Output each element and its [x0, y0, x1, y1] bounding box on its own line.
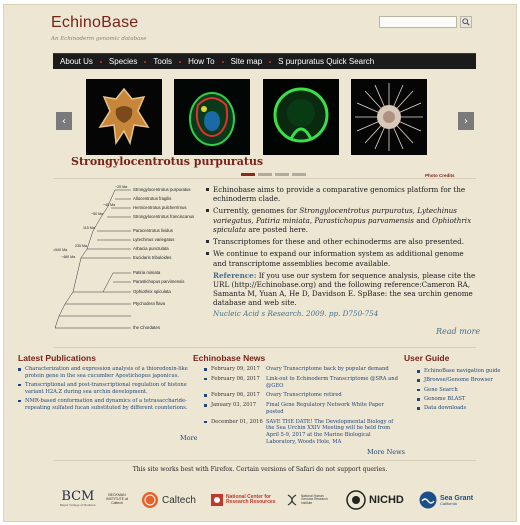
- news-date: February 09, 2017: [211, 366, 260, 372]
- guide-link[interactable]: JBrowse/Genome Browser: [417, 377, 512, 384]
- intro-description: [206, 185, 476, 318]
- news-headline[interactable]: Link-out to Echinoderm Transcriptome @SRA and @GEO: [266, 375, 398, 389]
- caltech-logo-text: Caltech: [162, 494, 196, 506]
- search-input[interactable]: [379, 16, 457, 28]
- guide-link[interactable]: Gene Search: [417, 387, 512, 394]
- tree-species-label: Lytechinus variegatus: [133, 237, 175, 242]
- chevron-right-icon: ›: [464, 115, 468, 127]
- guide-link[interactable]: Data downloads: [417, 405, 512, 412]
- news-date: December 01, 2016: [211, 418, 263, 425]
- carousel-prev-button[interactable]: [56, 112, 72, 130]
- divider: [53, 178, 476, 179]
- intro-text: Currently, genomes for: [213, 206, 300, 216]
- photo-credits-link[interactable]: Photo Credits: [425, 173, 455, 178]
- carousel-dot[interactable]: [275, 173, 289, 176]
- search-icon: [462, 18, 470, 26]
- publication-link[interactable]: NMR-based conformation and dynamics of a tetrasaccharide-repeating sulfated fucan substituted by different counterions.: [18, 398, 202, 412]
- tree-time-label: 115 Ma: [83, 226, 95, 230]
- tree-time-label: ~20 Ma: [115, 185, 128, 189]
- caltech-seal-icon: [141, 491, 159, 509]
- publication-link[interactable]: Transcriptional and post-transcriptional regulation of histone variant H2A.Z during sea urchin development.: [18, 382, 202, 396]
- nav-how-to[interactable]: How To: [188, 57, 215, 66]
- intro-text: Echinobase aims to provide a comparative genomics platform for the echinoderm clade.: [213, 185, 466, 204]
- blastula-image: [263, 79, 339, 155]
- news-item[interactable]: [204, 419, 402, 446]
- citation-reference: [213, 271, 476, 318]
- news-item[interactable]: [204, 392, 402, 399]
- nav-species[interactable]: Species: [108, 57, 138, 66]
- news-headline[interactable]: Ovary Transcriptome back by popular demand: [266, 366, 389, 372]
- ncrr-logo[interactable]: [211, 490, 276, 510]
- intro-bullet: [206, 237, 476, 246]
- chevron-left-icon: ‹: [62, 115, 66, 127]
- nhgri-logo[interactable]: [286, 490, 331, 510]
- tree-time-label: ~480 Ma: [61, 255, 76, 259]
- intro-text: Transcriptomes for these and other echinoderms are also presented.: [213, 237, 465, 247]
- ncrr-logo-text: National Center for Research Resources: [226, 493, 276, 505]
- nichd-logo-text: NICHD: [369, 494, 404, 506]
- guide-link[interactable]: EchinoBase navigation guide: [417, 368, 512, 375]
- seagrant-logo-text: Sea Grant: [440, 494, 474, 502]
- news-title: Echinobase News: [193, 353, 266, 363]
- intro-bullet: [206, 206, 476, 234]
- news-headline[interactable]: SAVE THE DATE! The Developmental Biology of the Sea Urchin XXIV Meeting will be held from April 5-9, 2017 at the Marine Biological Laboratory, Woods Hole, MA: [266, 418, 394, 445]
- caltech-logo[interactable]: [141, 490, 196, 510]
- seagrant-wave-icon: [419, 491, 437, 509]
- news-item[interactable]: [204, 366, 402, 373]
- carousel-next-button[interactable]: [458, 112, 474, 130]
- news-list: [204, 366, 402, 449]
- news-date: February 06, 2017: [211, 392, 260, 399]
- nhgri-logo-text: National Human Genome Research Institute: [301, 493, 328, 505]
- intro-text: are posted here.: [246, 224, 309, 234]
- intro-text: We continue to expand our information system as additional genome and transcriptome assemblies become available.: [213, 249, 464, 268]
- tree-time-label: 235 Ma: [75, 244, 87, 248]
- ncrr-emblem-icon: [211, 494, 223, 506]
- search-button[interactable]: [460, 16, 472, 28]
- nichd-emblem-icon: [346, 490, 366, 510]
- species-list: Strongylocentrotus purpuratus, Lytechinus variegatus, Patiria miniata, Parastichopus parvamensis: [213, 206, 457, 225]
- carousel-image-urchin: [351, 79, 427, 155]
- nav-quick-search[interactable]: S purpuratus Quick Search: [278, 57, 375, 66]
- nichd-logo[interactable]: [346, 490, 404, 510]
- seagrant-logo[interactable]: [419, 490, 473, 510]
- carousel-dot[interactable]: [241, 173, 255, 176]
- seagrant-logo-text-group: [440, 495, 473, 506]
- carousel-dot[interactable]: [258, 173, 272, 176]
- intro-bullet: [206, 249, 476, 267]
- divider: [53, 347, 476, 348]
- news-date: January 03, 2017: [211, 402, 257, 408]
- reference-label: Reference:: [213, 270, 257, 280]
- seagrant-logo-subtext: California: [440, 500, 457, 506]
- carousel-image-larva: [86, 79, 162, 155]
- carousel-caption: Strongylocentrotus purpuratus: [71, 155, 264, 168]
- news-item[interactable]: [204, 402, 402, 416]
- bcm-logo-subtext: Baylor College of Medicine: [60, 503, 96, 507]
- tree-species-label: Ophiothrix spiculata: [133, 289, 171, 294]
- news-more-link[interactable]: More News: [367, 448, 406, 456]
- phylogenetic-tree: [53, 186, 205, 341]
- bcm-logo[interactable]: [60, 490, 96, 510]
- species-name: Ophiothrix spiculata: [213, 215, 472, 234]
- publication-link[interactable]: Characterization and expression analysis of a thioredoxin-like protein gene in the sea cucumber Apostichopus japonicus.: [18, 366, 202, 380]
- intro-bullet: [206, 185, 476, 203]
- tree-species-label: Hemicentrotus pulcherrimus: [133, 205, 187, 210]
- news-item[interactable]: [204, 376, 402, 390]
- tree-species-label: Strongylocentrotus franciscanus: [133, 214, 195, 219]
- divider: [53, 460, 476, 461]
- beckman-logo[interactable]: [104, 490, 130, 510]
- news-headline[interactable]: Final Gene Regulatory Network White Paper posted: [266, 402, 384, 415]
- main-nav: [53, 53, 476, 69]
- browser-compatibility-note: This site works best with Firefox. Certain versions of Safari do not support queries.: [132, 466, 388, 473]
- nav-about-us[interactable]: About Us: [60, 57, 93, 66]
- tree-time-label: ~40 Ma: [103, 203, 116, 207]
- user-guide-title: User Guide: [404, 353, 450, 363]
- publications-list: [18, 366, 202, 413]
- reference-text: If you use our system for sequence analysis, please cite the URL (http://Echinobase.org) and the following reference:Cameron RA, Samanta M, Yuan A, He D, Davidson E. SpBase: the sea urchin genome database and web site.: [213, 270, 476, 308]
- tree-time-label: ~50 Ma: [91, 212, 104, 216]
- tree-species-label: Arbacia punctulata: [133, 246, 169, 251]
- guide-link[interactable]: Genome BLAST: [417, 396, 512, 403]
- carousel-indicators: [241, 173, 306, 176]
- tree-species-label: Parastichopus parvimensis: [133, 279, 185, 284]
- publications-more-link[interactable]: More: [180, 434, 198, 442]
- tree-species-label: Ptychodera flava: [133, 301, 166, 306]
- read-more-link[interactable]: Read more: [436, 327, 481, 336]
- bcm-logo-text: BCM: [61, 489, 95, 504]
- news-headline[interactable]: Ovary Transcriptome retired: [266, 392, 342, 399]
- reference-journal-link[interactable]: Nucleic Acid s Research. 2009. pp. D750-754: [213, 308, 379, 318]
- site-subtitle: An Echinoderm genomic database: [51, 36, 147, 42]
- carousel-image-blastula: [263, 79, 339, 155]
- tree-species-label: Patiria miniata: [133, 270, 161, 275]
- tree-species-label: the Chordates: [133, 325, 160, 330]
- publications-title: Latest Publications: [18, 353, 96, 363]
- site-title[interactable]: EchinoBase: [51, 14, 139, 31]
- nav-site-map[interactable]: Site map: [230, 57, 263, 66]
- embryo-image: [174, 79, 250, 155]
- urchin-image: [351, 79, 427, 155]
- tree-species-label: Paracentrotus lividus: [133, 228, 173, 233]
- nhgri-dna-icon: [286, 494, 298, 506]
- carousel-image-embryo: [174, 79, 250, 155]
- carousel-dot[interactable]: [292, 173, 306, 176]
- tree-time-label: >540 Ma: [53, 248, 68, 252]
- intro-text: and: [413, 215, 433, 225]
- larva-image: [86, 79, 162, 155]
- tree-species-label: Allocentrotus fragilis: [133, 196, 172, 201]
- beckman-logo-text: BECKMAN INSTITUTE at Caltech: [106, 493, 128, 505]
- tree-species-label: Eucidaris tribuloides: [133, 255, 172, 260]
- news-date: February 06, 2017: [211, 375, 260, 382]
- nav-tools[interactable]: Tools: [153, 57, 173, 66]
- tree-species-label: Strongylocentrotus purpuratus: [133, 187, 191, 192]
- user-guide-list: [417, 368, 512, 415]
